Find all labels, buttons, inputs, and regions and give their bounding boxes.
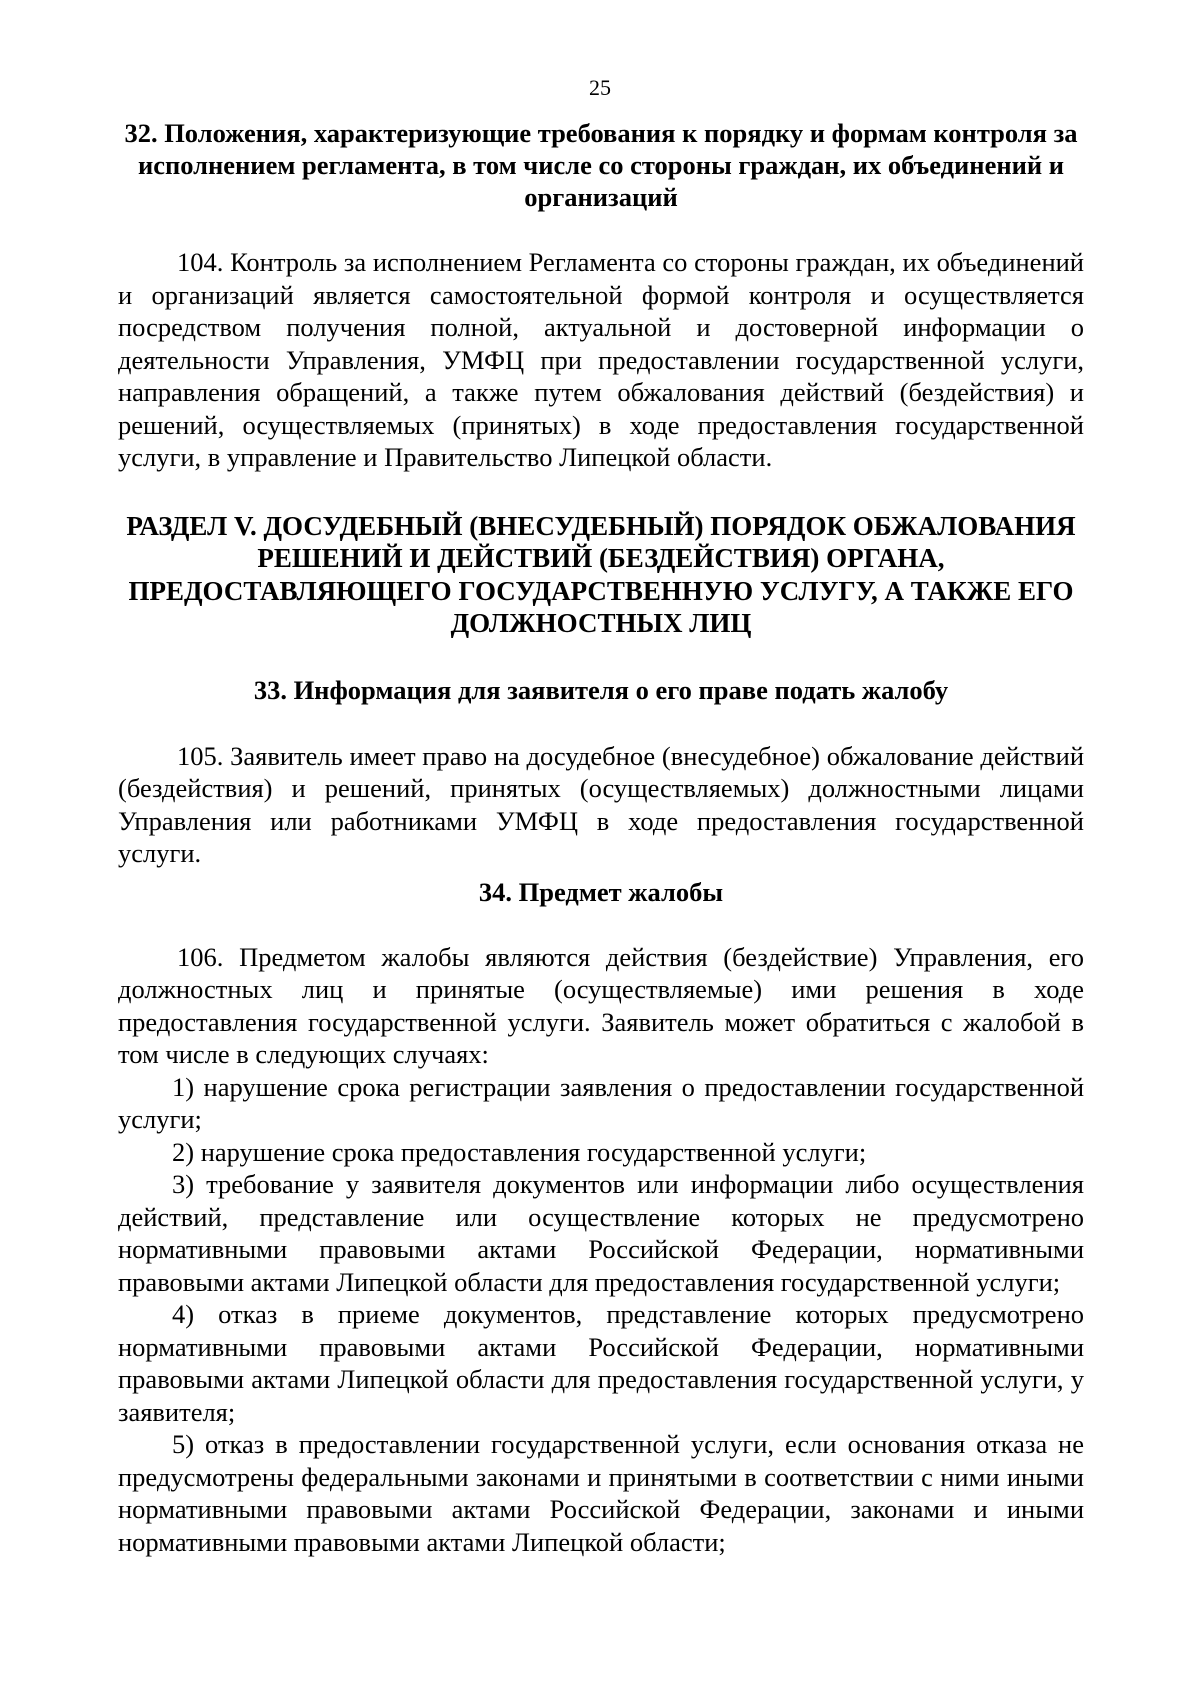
page-number: 25 bbox=[589, 75, 611, 100]
list-item-2: 2) нарушение срока предоставления государственной услуги; bbox=[172, 1136, 867, 1167]
page-content bbox=[118, 117, 1084, 1558]
paragraph-105: 105. Заявитель имеет право на досудебное (внесудебное) обжалование действий (бездействия) и решений, принятых (осуществляемых) должностными лицами Управления или работниками УМФЦ в ходе предоставления государственной услуги. bbox=[118, 740, 1084, 868]
list-item-3: 3) требование у заявителя документов или информации либо осуществления действий, представление или осуществление которых не предусмотрено нормативными правовыми актами Российской Федерации, нормативными правовыми актами Липецкой области для предоставления государственной услуги; bbox=[118, 1169, 1084, 1297]
paragraph-104: 104. Контроль за исполнением Регламента со стороны граждан, их объединений и организаций является самостоятельной формой контроля и осуществляется посредством получения полной, актуальной и достоверной информации о деятельности Управления, УМФЦ при предоставлении государственной услуги, направления обращений, а также путем обжалования действий (бездействия) и решений, осуществляемых (принятых) в ходе предоставления государственной услуги, в управление и Правительство Липецкой области. bbox=[118, 247, 1084, 472]
paragraph-106: 106. Предметом жалобы являются действия (бездействие) Управления, его должностных лиц и принятые (осуществляемые) ими решения в ходе предоставления государственной услуги. Заявитель может обратиться с жалобой в том числе в следующих случаях: bbox=[118, 941, 1084, 1069]
list-item-5: 5) отказ в предоставлении государственной услуги, если основания отказа не предусмотрены федеральными законами и принятыми в соответствии с ними иными нормативными правовыми актами Российской Федерации, законами и иными нормативными правовыми актами Липецкой области; bbox=[118, 1429, 1084, 1557]
list-item-1: 1) нарушение срока регистрации заявления о предоставлении государственной услуги; bbox=[118, 1071, 1084, 1134]
section-34-heading: 34. Предмет жалобы bbox=[478, 876, 724, 907]
section-v-title: РАЗДЕЛ V. ДОСУДЕБНЫЙ (ВНЕСУДЕБНЫЙ) ПОРЯДОК ОБЖАЛОВАНИЯ РЕШЕНИЙ И ДЕЙСТВИЙ (БЕЗДЕЙСТВИЯ) ОРГАНА, ПРЕДОСТАВЛЯЮЩЕГО ГОСУДАРСТВЕННУЮ УСЛУГУ, А ТАКЖЕ ЕГО ДОЛЖНОСТНЫХ ЛИЦ bbox=[126, 510, 1076, 638]
list-item-4: 4) отказ в приеме документов, представление которых предусмотрено нормативными правовыми актами Российской Федерации, нормативными правовыми актами Липецкой области для предоставления государственной услуги, у заявителя; bbox=[118, 1299, 1084, 1427]
section-33-heading: 33. Информация для заявителя о его праве подать жалобу bbox=[253, 674, 949, 705]
section-32-heading: 32. Положения, характеризующие требования к порядку и формам контроля за исполнением регламента, в том числе со стороны граждан, их объединений и организаций bbox=[124, 118, 1078, 212]
